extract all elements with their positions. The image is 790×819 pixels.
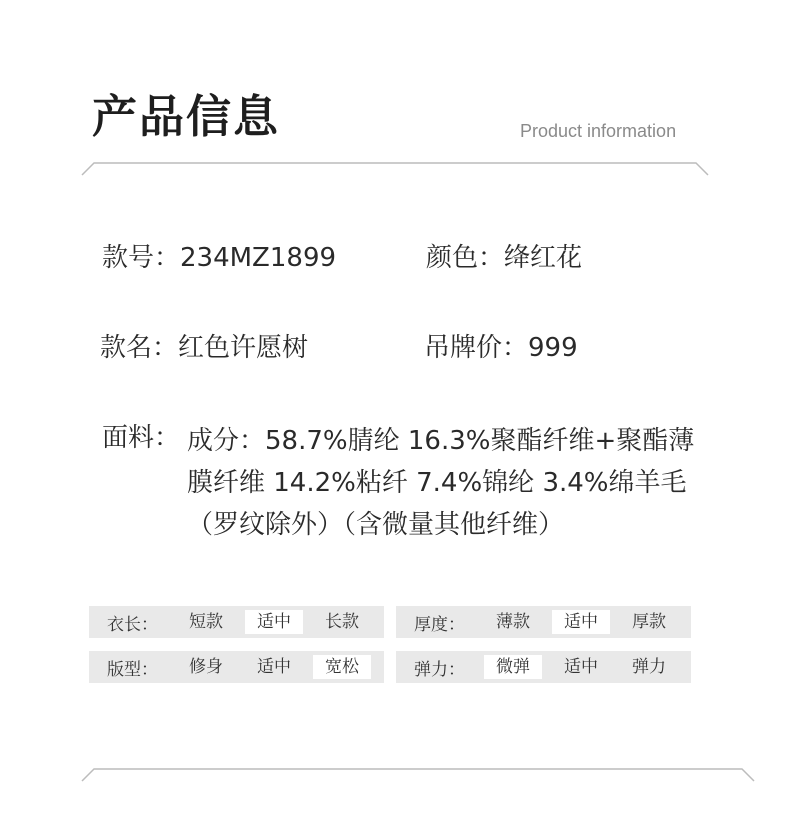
fabric-line: 成分：58.7%腈纶 16.3%聚酯纤维+聚酯薄 (187, 426, 695, 456)
option-stretch: 弹力 (632, 657, 666, 677)
option-short: 短款 (189, 612, 223, 632)
style-code: 款号：234MZ1899 (102, 243, 337, 273)
fabric-line: 膜纤维 14.2%粘纤 7.4%锦纶 3.4%绵羊毛 (187, 468, 687, 498)
option-medium: 适中 (564, 657, 598, 677)
attribute-label: 厚度： (414, 614, 465, 635)
option-thick: 厚款 (632, 612, 666, 632)
option-loose: 宽松 (313, 655, 371, 679)
option-medium: 适中 (245, 610, 303, 634)
attribute-fit (89, 651, 384, 683)
fabric-composition (187, 420, 747, 546)
option-slim: 修身 (189, 657, 223, 677)
attribute-stretch (396, 651, 691, 683)
fabric-line: （罗纹除外）（含微量其他纤维） (187, 510, 565, 540)
option-thin: 薄款 (496, 612, 530, 632)
option-medium: 适中 (552, 610, 610, 634)
option-long: 长款 (325, 612, 359, 632)
attribute-length (89, 606, 384, 638)
footer-divider (0, 762, 790, 792)
page-subtitle: Product information (520, 121, 677, 141)
attribute-label: 衣长： (107, 614, 158, 635)
attribute-thickness (396, 606, 691, 638)
header-divider (0, 155, 790, 185)
attribute-label: 版型： (107, 659, 158, 680)
fabric-label: 面料： (102, 423, 181, 453)
tag-price: 吊牌价：999 (424, 333, 578, 363)
option-medium: 适中 (257, 657, 291, 677)
style-name: 款名：红色许愿树 (100, 333, 309, 363)
page-title: 产品信息 (92, 90, 281, 143)
color-value: 颜色：绛红花 (426, 243, 583, 273)
attribute-label: 弹力： (414, 659, 465, 680)
option-slight-stretch: 微弹 (484, 655, 542, 679)
